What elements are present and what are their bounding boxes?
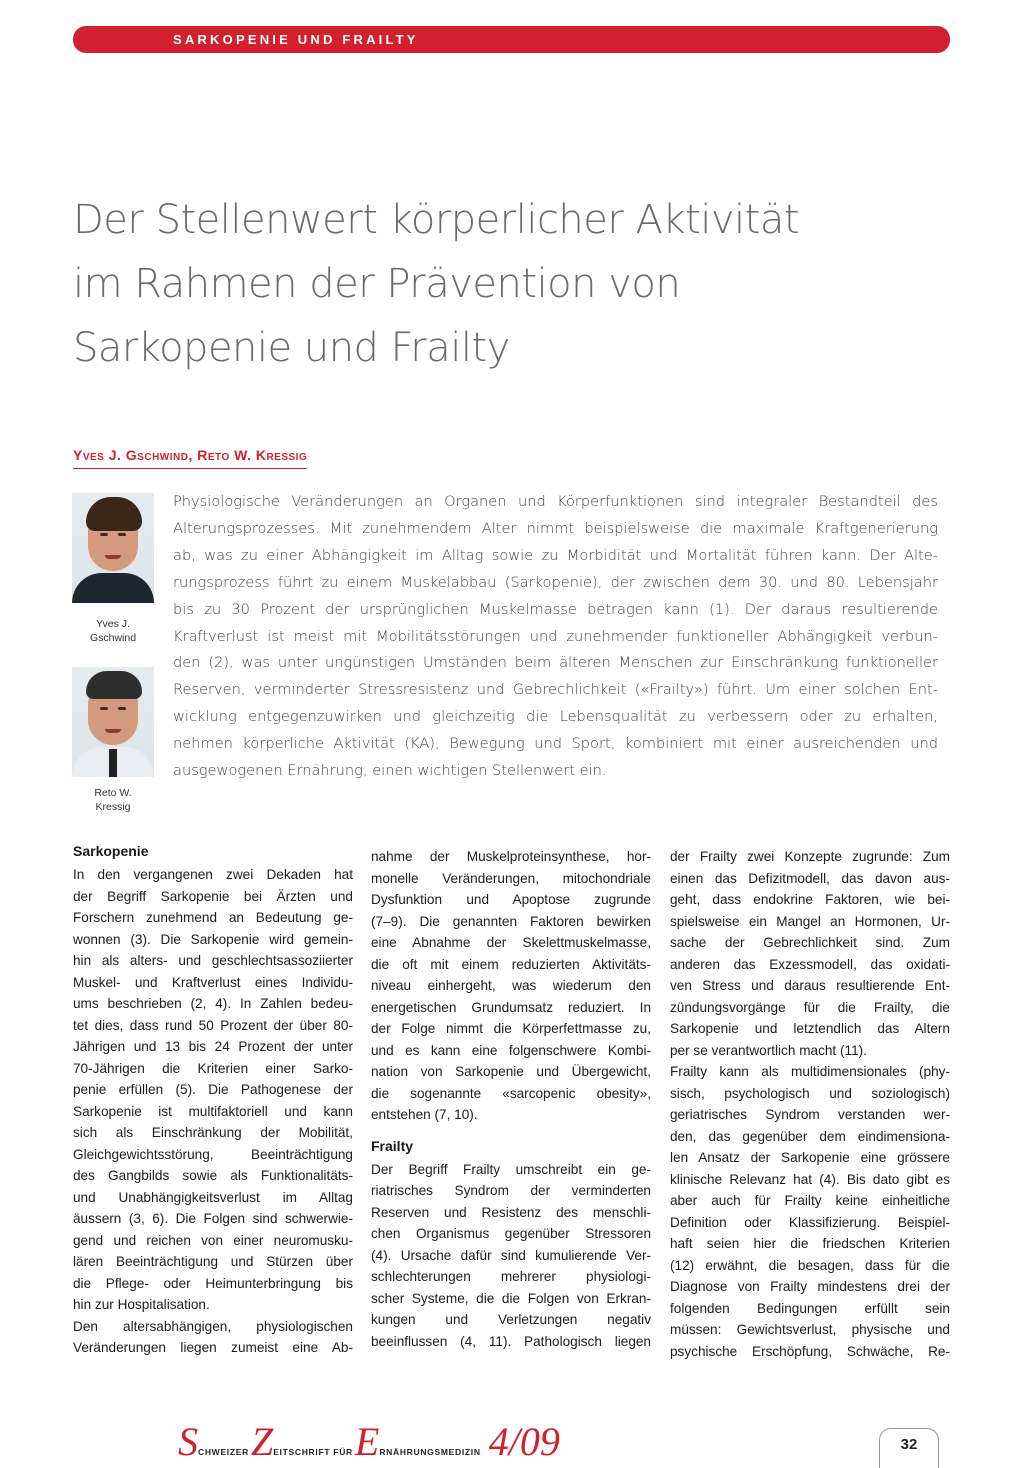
author-photo-caption — [72, 617, 154, 645]
logo-letter-z: Z — [250, 1419, 274, 1464]
caption-line: Kressig — [95, 801, 131, 813]
body-line: energetischen Grundumsatz reduziert. In — [371, 999, 651, 1015]
body-line: sisch, psychologisch und soziologisch) — [670, 1085, 950, 1101]
body-line: scher Systeme, die die Folgen von Erkran- — [371, 1290, 651, 1306]
lead-line: Physiologische Veränderungen an Organen und Körperfunktionen sind integraler Bestandteil des — [173, 493, 938, 510]
body-line: der Folge nimmt die Körperfettmasse zu, — [371, 1021, 651, 1036]
body-line: Jährigen und 13 bis 24 Prozent der unter — [73, 1039, 353, 1054]
body-line: hin zur Hospitalisation. — [73, 1297, 210, 1312]
body-line: (12) erwähnt, die besagen, dass für die — [670, 1257, 950, 1273]
body-line: eine Abnahme der Skelettmuskelmasse, — [371, 935, 651, 950]
body-line: Muskel- und Kraftverlust eines Individu- — [73, 974, 353, 990]
body-line: klinische Relevanz hat (4). Bis dato gibt es — [670, 1171, 950, 1187]
body-line: kungen und Verletzungen negativ — [371, 1312, 651, 1327]
body-line: zündungsvorgänge für die Frailty, die — [670, 999, 950, 1015]
article-title — [73, 188, 953, 380]
section-banner — [73, 26, 950, 53]
body-line: ven Stress und daraus resultierende Ent- — [670, 978, 950, 993]
body-line: Frailty kann als multidimensionales (phy- — [670, 1064, 950, 1079]
body-line: des Gangbilds sowie als Funktionalitäts- — [73, 1168, 353, 1183]
body-line: chen Organismus gegenüber Stressoren — [371, 1226, 651, 1241]
body-line: ums beschrieben (2, 4). In Zahlen bedeu- — [73, 996, 353, 1011]
body-line: lären Beeinträchtigung und Stürzen über — [73, 1254, 353, 1269]
body-line: geht, dass endokrine Faktoren, wie bei- — [670, 892, 950, 907]
caption-line: Gschwind — [89, 632, 137, 644]
body-line: niveau einhergeht, was wiederum den — [371, 978, 651, 993]
author-photo-gschwind — [72, 493, 154, 603]
body-line: In den vergangenen zwei Dekaden hat — [73, 867, 353, 882]
logo-word: CHWEIZER — [198, 1447, 249, 1457]
body-line: len Ansatz der Sarkopenie eine grössere — [670, 1150, 950, 1165]
body-line: wonnen (3). Die Sarkopenie wird gemein- — [73, 931, 353, 947]
title-line: Der Stellenwert körperlicher Aktivität — [73, 197, 800, 243]
body-line: einen das Defizitmodell, das davon aus- — [670, 870, 950, 886]
body-line: spielsweise ein Mangel an Hormonen, Ur- — [670, 913, 950, 929]
title-line: im Rahmen der Prävention von — [73, 261, 681, 307]
body-line: monelle Veränderungen, mitochondriale — [371, 870, 651, 886]
page-number: 32 — [900, 1436, 918, 1453]
lead-line: bis zu 30 Prozent der ursprünglichen Muskelmasse betragen kann (1). Der daraus resultierende — [173, 600, 938, 618]
body-line: Veränderungen liegen zumeist eine Ab- — [73, 1340, 353, 1355]
body-line: per se verantwortlich macht (11). — [670, 1042, 867, 1058]
body-line: folgenden Bedingungen erfüllt sein — [670, 1300, 950, 1316]
body-line: äussern (3, 6). Die Folgen sind schwerwie- — [73, 1211, 353, 1226]
body-line: Sarkopenie und letztendlich das Altern — [670, 1021, 950, 1036]
lead-line: den (2), was unter ungünstigen Umständen beim älteren Menschen zur Einschränkung funktioneller — [173, 654, 938, 672]
body-line: die sogenannte «sarcopenic obesity», — [371, 1085, 651, 1101]
body-line: nahme der Muskelproteinsynthese, hor- — [371, 849, 651, 864]
lead-line: wicklung entgegenzuwirken und gleichzeitig die Lebensqualität zu verbessern oder zu erhalten, — [173, 708, 938, 726]
body-line: penie erfüllen (5). Die Pathogenese der — [73, 1082, 353, 1097]
section-banner-label: SARKOPENIE UND FRAILTY — [173, 32, 419, 47]
body-line: aber auch für Frailty keine einheitliche — [670, 1193, 950, 1208]
text-column-2 — [371, 846, 651, 1352]
body-line: sache der Gebrechlichkeit sind. Zum — [670, 935, 950, 950]
title-line: Sarkopenie und Frailty — [73, 325, 510, 371]
body-line: tet dies, dass rund 50 Prozent der über 80- — [73, 1017, 353, 1033]
logo-letter-s: S — [178, 1419, 198, 1464]
section-heading-frailty: Frailty — [371, 1137, 414, 1154]
body-line: sich als Einschränkung der Mobilität, — [73, 1125, 353, 1140]
text-column-3 — [670, 846, 950, 1362]
body-line: der Begriff Sarkopenie bei Ärzten und — [73, 888, 353, 904]
body-line: riatrisches Syndrom der verminderten — [371, 1183, 651, 1198]
caption-line: Yves J. — [96, 618, 130, 630]
body-line: Reserven und Resistenz des menschli- — [371, 1204, 651, 1220]
body-line: (7–9). Die genannten Faktoren bewirken — [371, 913, 651, 929]
body-line: die Pflege- oder Heimunterbringung bis — [73, 1275, 353, 1291]
body-line: beeinflussen (4, 11). Pathologisch liegen — [371, 1333, 651, 1349]
body-line: geriatrisches Syndrom verstanden wer- — [670, 1107, 950, 1122]
body-line: (4). Ursache dafür sind kumulierende Ver- — [371, 1247, 651, 1263]
body-line: Den altersabhängigen, physiologischen — [73, 1318, 353, 1334]
body-line: psychische Erschöpfung, Schwäche, Re- — [670, 1343, 950, 1359]
body-line: 70-Jährigen die Kriterien einer Sarko- — [73, 1060, 353, 1076]
body-line: Diagnose von Frailty mindestens drei der — [670, 1279, 950, 1294]
logo-letter-e: E — [354, 1419, 380, 1464]
body-line: schlechterungen mehrerer physiologi- — [371, 1269, 651, 1284]
body-line: Definition oder Klassifizierung. Beispiel- — [670, 1214, 950, 1230]
lead-line: Reserven, verminderter Stressresistenz und Gebrechlichkeit («Frailty») führt. Um einer solchen Ent- — [173, 681, 938, 699]
lead-line: ausgewogenen Ernährung, einen wichtigen Stellenwert ein. — [173, 762, 607, 780]
lead-line: nehmen körperliche Aktivität (KA), Bewegung und Sport, kombiniert mit einer ausreichenden und — [173, 735, 938, 753]
author-photo-kressig — [72, 667, 154, 777]
lead-paragraph — [173, 489, 938, 785]
body-line: entstehen (7, 10). — [371, 1107, 478, 1122]
author-byline — [73, 447, 307, 469]
body-line: der Frailty zwei Konzepte zugrunde: Zum — [670, 849, 950, 864]
body-line: und Unabhängigkeitsverlust im Alltag — [73, 1189, 353, 1205]
body-line: und es kann eine folgenschwere Kombi- — [371, 1042, 651, 1058]
body-line: die oft mit einem reduzierten Aktivitäts- — [371, 956, 651, 972]
body-line: Gleichgewichtsstörung, Beeinträchtigung — [73, 1146, 353, 1162]
body-line: den, das gegenüber dem eindimensiona- — [670, 1128, 950, 1144]
body-line: hin als alters- und geschlechtsassoziierter — [73, 953, 353, 968]
logo-word: RNÄHRUNGSMEDIZIN — [379, 1447, 481, 1457]
issue-number: 4/09 — [488, 1419, 560, 1464]
caption-line: Reto W. — [94, 787, 132, 799]
lead-line: rungsprozess führt zu einem Muskelabbau (Sarkopenie), der zwischen dem 30. und 80. Lebensjahr — [173, 573, 938, 591]
page-number-box — [879, 1428, 939, 1468]
body-line: nation von Sarkopenie und Übergewicht, — [371, 1064, 651, 1079]
author-photo-caption — [72, 786, 154, 814]
body-line: gend und reichen von einer neuromusku- — [73, 1232, 353, 1248]
body-line: Sarkopenie ist multifaktoriell und kann — [73, 1103, 353, 1119]
lead-line: ab, was zu einer Abhängigkeit im Alltag sowie zu Morbidität und Mortalität führen kann. Der Alte- — [173, 546, 938, 564]
body-line: müssen: Gewichtsverlust, physische und — [670, 1322, 950, 1337]
lead-line: Kraftverlust ist meist mit Mobilitätsstörungen und zunehmender funktioneller Abhängigkeit verbun- — [173, 627, 938, 645]
text-column-1 — [73, 838, 353, 1359]
lead-line: Alterungsprozesses. Mit zunehmendem Alter nimmt beispielsweise die maximale Kraftgenerierung — [173, 519, 938, 537]
journal-logo — [178, 1418, 560, 1464]
body-line: Forschern zunehmend an Bedeutung ge- — [73, 910, 353, 925]
body-line: anderen das Exzessmodell, das oxidati- — [670, 956, 950, 972]
body-line: haft seien hier die friedschen Kriterien — [670, 1236, 950, 1251]
body-line: Dysfunktion und Apoptose zugrunde — [371, 892, 651, 907]
logo-word: EITSCHRIFT FÜR — [273, 1447, 353, 1457]
body-line: Der Begriff Frailty umschreibt ein ge- — [371, 1161, 651, 1177]
author-names: Yves J. Gschwind, Reto W. Kressig — [73, 447, 308, 463]
section-heading-sarkopenie: Sarkopenie — [73, 843, 149, 859]
